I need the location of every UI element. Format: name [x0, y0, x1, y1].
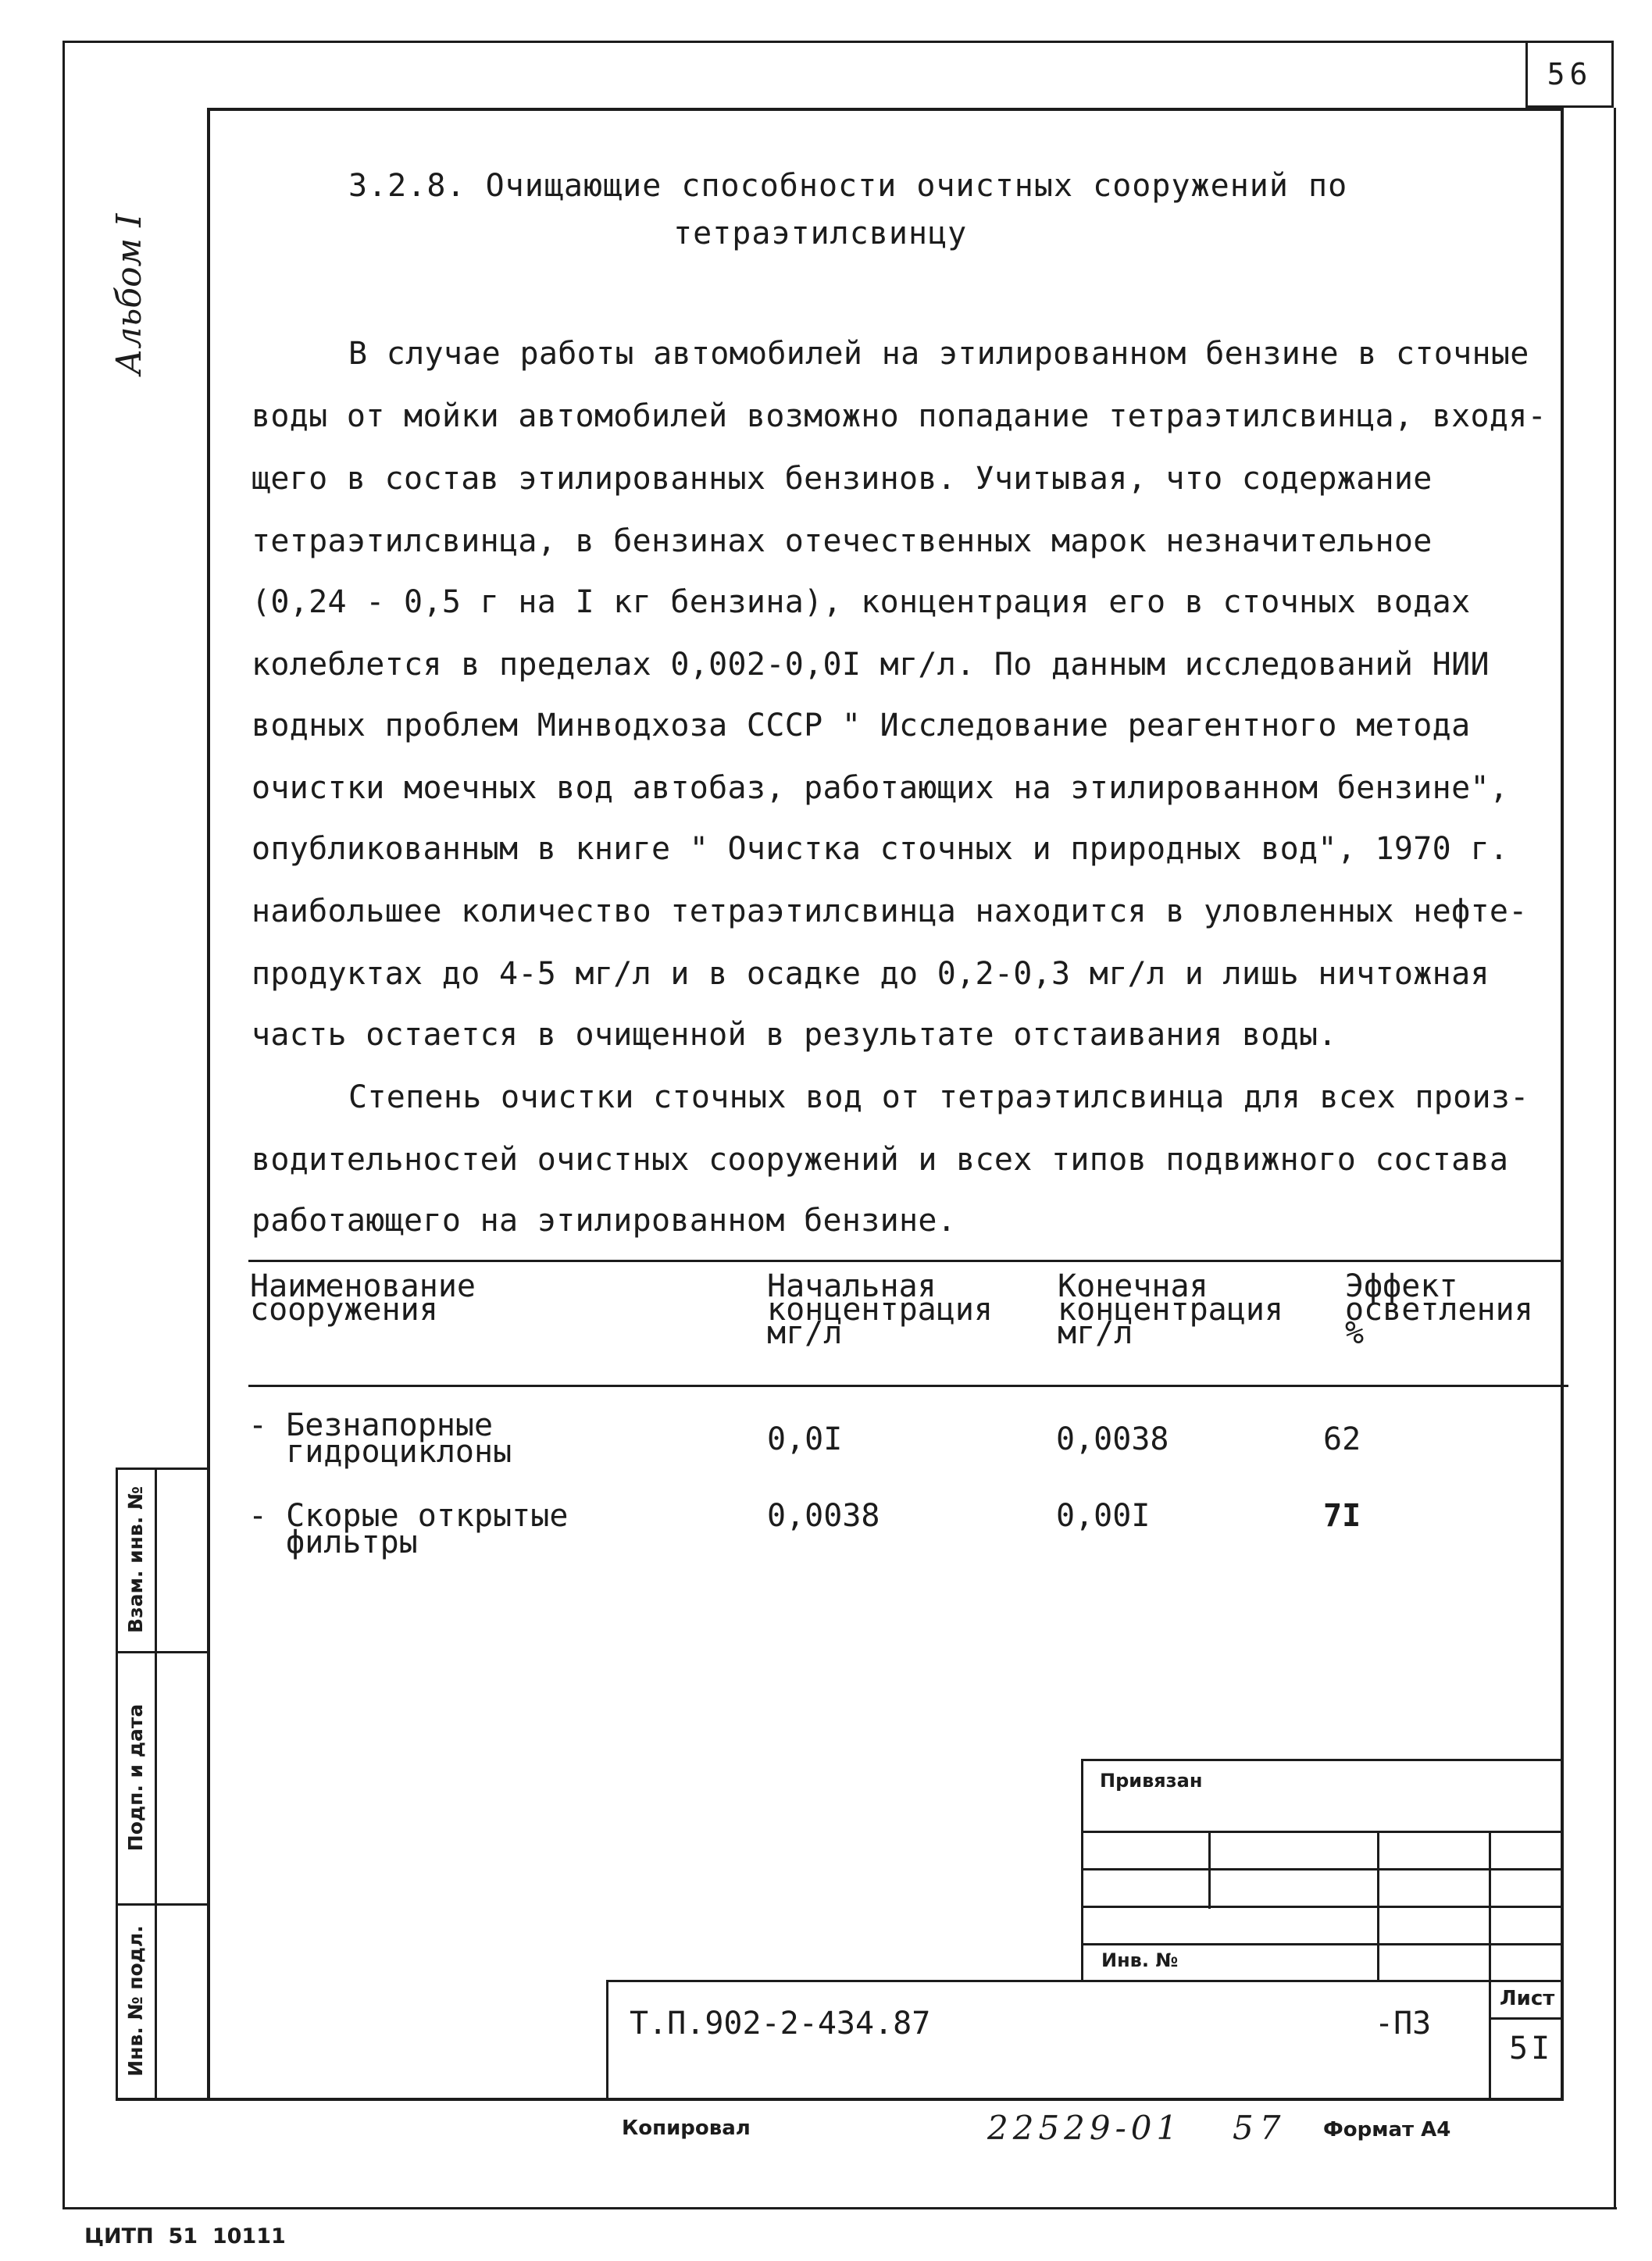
sheet-value: 5I: [1509, 2031, 1554, 2067]
body-line: наибольшее количество тетраэтилсвинца находится в уловленных нефте-: [252, 893, 1528, 929]
order-number: 22529-01: [987, 2109, 1183, 2147]
body-line: щего в состав этилированных бензинов. Учитывая, что содержание: [252, 461, 1433, 497]
binding-v1: [1208, 1831, 1211, 1909]
body-line: колеблется в пределах 0,002-0,0I мг/л. По данным исследований НИИ: [252, 647, 1490, 683]
page-number: 56: [1525, 41, 1614, 108]
inner-frame-top: [209, 108, 1563, 111]
inner-frame-bottom: [116, 2098, 1564, 2101]
body-line: работающего на этилированном бензине.: [252, 1203, 957, 1239]
body-line: очистки моечных вод автобаз, работающих на этилированном бензине",: [252, 770, 1509, 806]
left-stamp-divider: [155, 1468, 157, 2101]
sheet-cell-left: [1489, 1980, 1491, 2101]
vzam-inv-label: Взам. инв. №: [124, 1486, 147, 1633]
kopiroval-label: Копировал: [622, 2117, 751, 2140]
section-heading: 3.2.8. Очищающие способности очистных сооружений по: [348, 168, 1348, 204]
sheet-label: Лист: [1500, 1987, 1555, 2010]
inv-podl-label: Инв. № подл.: [124, 1925, 147, 2077]
body-line: продуктах до 4-5 мг/л и в осадке до 0,2-0,3 мг/л и лишь ничтожная: [252, 956, 1490, 992]
binding-h1: [1081, 1831, 1564, 1833]
row-name: - Скорые открытые фильтры: [248, 1498, 569, 1560]
row-start: 0,0I: [767, 1421, 843, 1457]
row-start: 0,0038: [767, 1498, 880, 1534]
row-effect: 62: [1323, 1421, 1361, 1457]
body-line: тетраэтилсвинца, в бензинах отечественных марок незначительное: [252, 523, 1433, 559]
left-stamp-sep2: [116, 1903, 209, 1906]
table-top-rule: [248, 1260, 1564, 1262]
binding-h4: [1081, 1943, 1564, 1945]
stamp-left: [606, 1980, 608, 2101]
doc-code: Т.П.902-2-434.87: [630, 2006, 931, 2042]
inv-no-label: Инв. №: [1101, 1949, 1179, 1971]
left-stamp-left: [116, 1468, 118, 2101]
sheet-cell-sep: [1489, 2017, 1564, 2020]
outer-frame-right: [1614, 108, 1616, 2209]
body-line: В случае работы автомобилей на этилированном бензине в сточные: [348, 336, 1529, 372]
body-line: водных проблем Минводхоза СССР " Исследование реагентного метода: [252, 708, 1471, 744]
body-line: опубликованным в книге " Очистка сточных и природных вод", 1970 г.: [252, 831, 1509, 867]
body-line: (0,24 - 0,5 г на I кг бензина), концентрация его в сточных водах: [252, 584, 1471, 620]
body-line: Степень очистки сточных вод от тетраэтилсвинца для всех произ-: [348, 1079, 1529, 1115]
outer-frame-bottom: [62, 2207, 1617, 2209]
row-end: 0,0038: [1056, 1421, 1169, 1457]
body-line: часть остается в очищенной в результате отстаивания воды.: [252, 1017, 1337, 1053]
binding-h2: [1081, 1868, 1564, 1870]
copy-page-number: 57: [1233, 2109, 1287, 2147]
stamp-top: [606, 1980, 1564, 1982]
body-line: воды от мойки автомобилей возможно попадание тетраэтилсвинца, входя-: [252, 398, 1547, 434]
section-heading-cont: тетраэтилсвинцу: [673, 216, 968, 251]
table-header-effect: Эффект осветления %: [1345, 1268, 1533, 1351]
binding-top: [1081, 1759, 1564, 1761]
album-note: [109, 172, 156, 375]
table-header-rule: [248, 1385, 1568, 1387]
table-header-start: Начальная концентрация мг/л: [767, 1268, 993, 1351]
format-label: Формат А4: [1323, 2118, 1451, 2142]
body-line: водительностей очистных сооружений и всех типов подвижного состава: [252, 1142, 1509, 1178]
section-code: -ПЗ: [1375, 2006, 1432, 2042]
binding-v3: [1489, 1831, 1491, 1982]
binding-left: [1081, 1759, 1083, 1982]
table-header-end: Конечная концентрация мг/л: [1058, 1268, 1283, 1351]
table-header-name: Наименование сооружения: [250, 1268, 476, 1328]
inner-frame-left: [207, 108, 210, 2101]
privyazan-label: Привязан: [1100, 1770, 1203, 1792]
row-end: 0,00I: [1056, 1498, 1151, 1534]
outer-frame-left: [62, 41, 65, 2209]
row-name: - Безнапорные гидроциклоны: [248, 1407, 512, 1470]
binding-v2: [1377, 1831, 1379, 1982]
row-effect: 7I: [1323, 1498, 1361, 1534]
podp-data-label: Подп. и дата: [124, 1703, 147, 1852]
printer-code: ЦИТП 51 10111: [84, 2224, 286, 2249]
album-note-text: Альбом I: [109, 213, 149, 375]
outer-frame-top: [62, 41, 1525, 43]
inner-frame-right: [1561, 108, 1564, 2101]
binding-h3: [1081, 1906, 1564, 1908]
